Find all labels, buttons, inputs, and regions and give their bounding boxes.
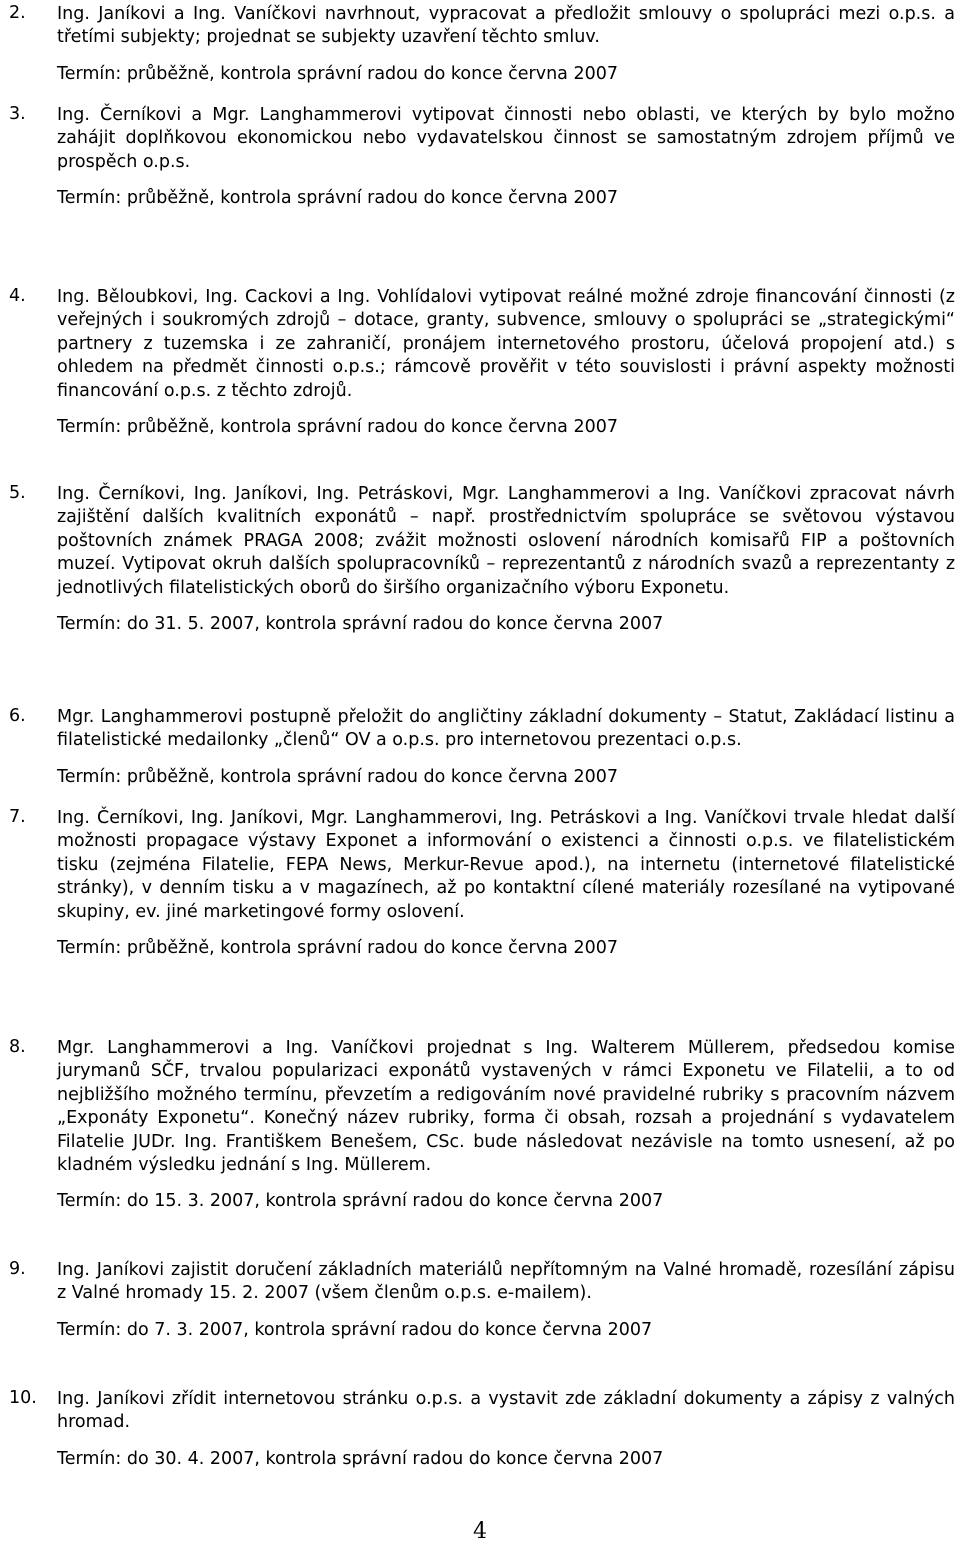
item-text: Ing. Černíkovi, Ing. Janíkovi, Ing. Petráskovi, Mgr. Langhammerovi a Ing. Vaníčkovi zpracovat návrh zajištění dalších kvalitních exponátů – např. prostřednictvím spolupráce se světovou výstavou poštovních známek PRAGA 2008; zvážit možnosti oslovení národních komisařů FIP a poštovních muzeí. Vytipovat okruh dalších spolupracovníků – reprezentantů z národních svazů a reprezentanty z jednotlivých filatelistických oborů do širšího organizačního výboru Exponetu. <box>57 484 955 598</box>
item-deadline: Termín: průběžně, kontrola správní radou do konce června 2007 <box>57 938 618 959</box>
item-text: Ing. Černíkovi, Ing. Janíkovi, Mgr. Langhammerovi, Ing. Petráskovi a Ing. Vaníčkovi trvale hledat další možnosti propagace výstavy Exponet a informování o existenci a činnosti o.p.s. ve filatelistickém tisku (zejména Filatelie, FEPA News, Merkur-Revue apod.), na internetu (internetové filatelistické stránky), v denním tisku a v magazínech, až po kontaktní cílené materiály rozesílané na vytipované skupiny, ev. jiné marketingové formy oslovení. <box>57 808 955 922</box>
item-text: Mgr. Langhammerovi postupně přeložit do angličtiny základní dokumenty – Statut, Zakládací listinu a filatelistické medailonky „členů“ OV a o.p.s. pro internetovou prezentaci o.p.s. <box>57 707 955 751</box>
item-deadline: Termín: do 30. 4. 2007, kontrola správní radou do konce června 2007 <box>57 1448 664 1469</box>
item-number: 7. <box>9 807 26 827</box>
item-number: 5. <box>9 483 26 503</box>
page-number: 4 <box>473 1519 487 1544</box>
item-text: Ing. Janíkovi zřídit internetovou stránku o.p.s. a vystavit zde základní dokumenty a zápisy z valných hromad. <box>57 1389 955 1433</box>
item-number: 2. <box>9 3 26 23</box>
item-deadline: Termín: průběžně, kontrola správní radou do konce června 2007 <box>57 766 618 787</box>
item-number: 4. <box>9 286 26 306</box>
item-text: Ing. Janíkovi zajistit doručení základních materiálů nepřítomným na Valné hromadě, rozesílání zápisu z Valné hromady 15. 2. 2007 (všem členům o.p.s. e-mailem). <box>57 1260 955 1304</box>
item-deadline: Termín: průběžně, kontrola správní radou do konce června 2007 <box>57 63 618 84</box>
item-number: 10. <box>9 1388 37 1408</box>
item-text: Ing. Běloubkovi, Ing. Cackovi a Ing. Vohlídalovi vytipovat reálné možné zdroje financování činnosti (z veřejných i soukromých zdrojů – dotace, granty, subvence, smlouvy o spolupráci se „strategickými“ partnery z tuzemska i ze zahraničí, pronájem internetového prostoru, účelová propojení atd.) s ohledem na předmět činnosti o.p.s.; rámcově prověřit v této souvislosti i právní aspekty možnosti financování o.p.s. z těchto zdrojů. <box>57 287 955 401</box>
item-number: 9. <box>9 1259 26 1279</box>
item-deadline: Termín: do 31. 5. 2007, kontrola správní radou do konce června 2007 <box>57 614 664 635</box>
item-deadline: Termín: průběžně, kontrola správní radou do konce června 2007 <box>57 417 618 438</box>
item-number: 6. <box>9 706 26 726</box>
item-deadline: Termín: do 15. 3. 2007, kontrola správní radou do konce června 2007 <box>57 1191 664 1212</box>
item-text: Mgr. Langhammerovi a Ing. Vaníčkovi projednat s Ing. Walterem Müllerem, předsedou komise jurymanů SČF, trvalou popularizaci exponátů vystavených v rámci Exponetu ve Filatelii, a to od nejbližšího možného termínu, převzetím a redigováním nové pravidelné rubriky s pracovním názvem „Exponáty Exponetu“. Konečný název rubriky, forma či obsah, rozsah a projednání s vydavatelem Filatelie JUDr. Ing. Františkem Benešem, CSc. bude následovat nezávisle na tomto usnesení, až po kladném výsledku jednání s Ing. Müllerem. <box>57 1038 955 1176</box>
item-text: Ing. Černíkovi a Mgr. Langhammerovi vytipovat činnosti nebo oblasti, ve kterých by bylo možno zahájit doplňkovou ekonomickou nebo vydavatelskou činnost se samostatným zdrojem příjmů ve prospěch o.p.s. <box>57 105 955 172</box>
item-deadline: Termín: průběžně, kontrola správní radou do konce června 2007 <box>57 188 618 209</box>
item-deadline: Termín: do 7. 3. 2007, kontrola správní radou do konce června 2007 <box>57 1319 653 1340</box>
item-number: 8. <box>9 1037 26 1057</box>
item-text: Ing. Janíkovi a Ing. Vaníčkovi navrhnout, vypracovat a předložit smlouvy o spolupráci mezi o.p.s. a třetími subjekty; projednat se subjekty uzavření těchto smluv. <box>57 4 955 48</box>
item-number: 3. <box>9 104 26 124</box>
